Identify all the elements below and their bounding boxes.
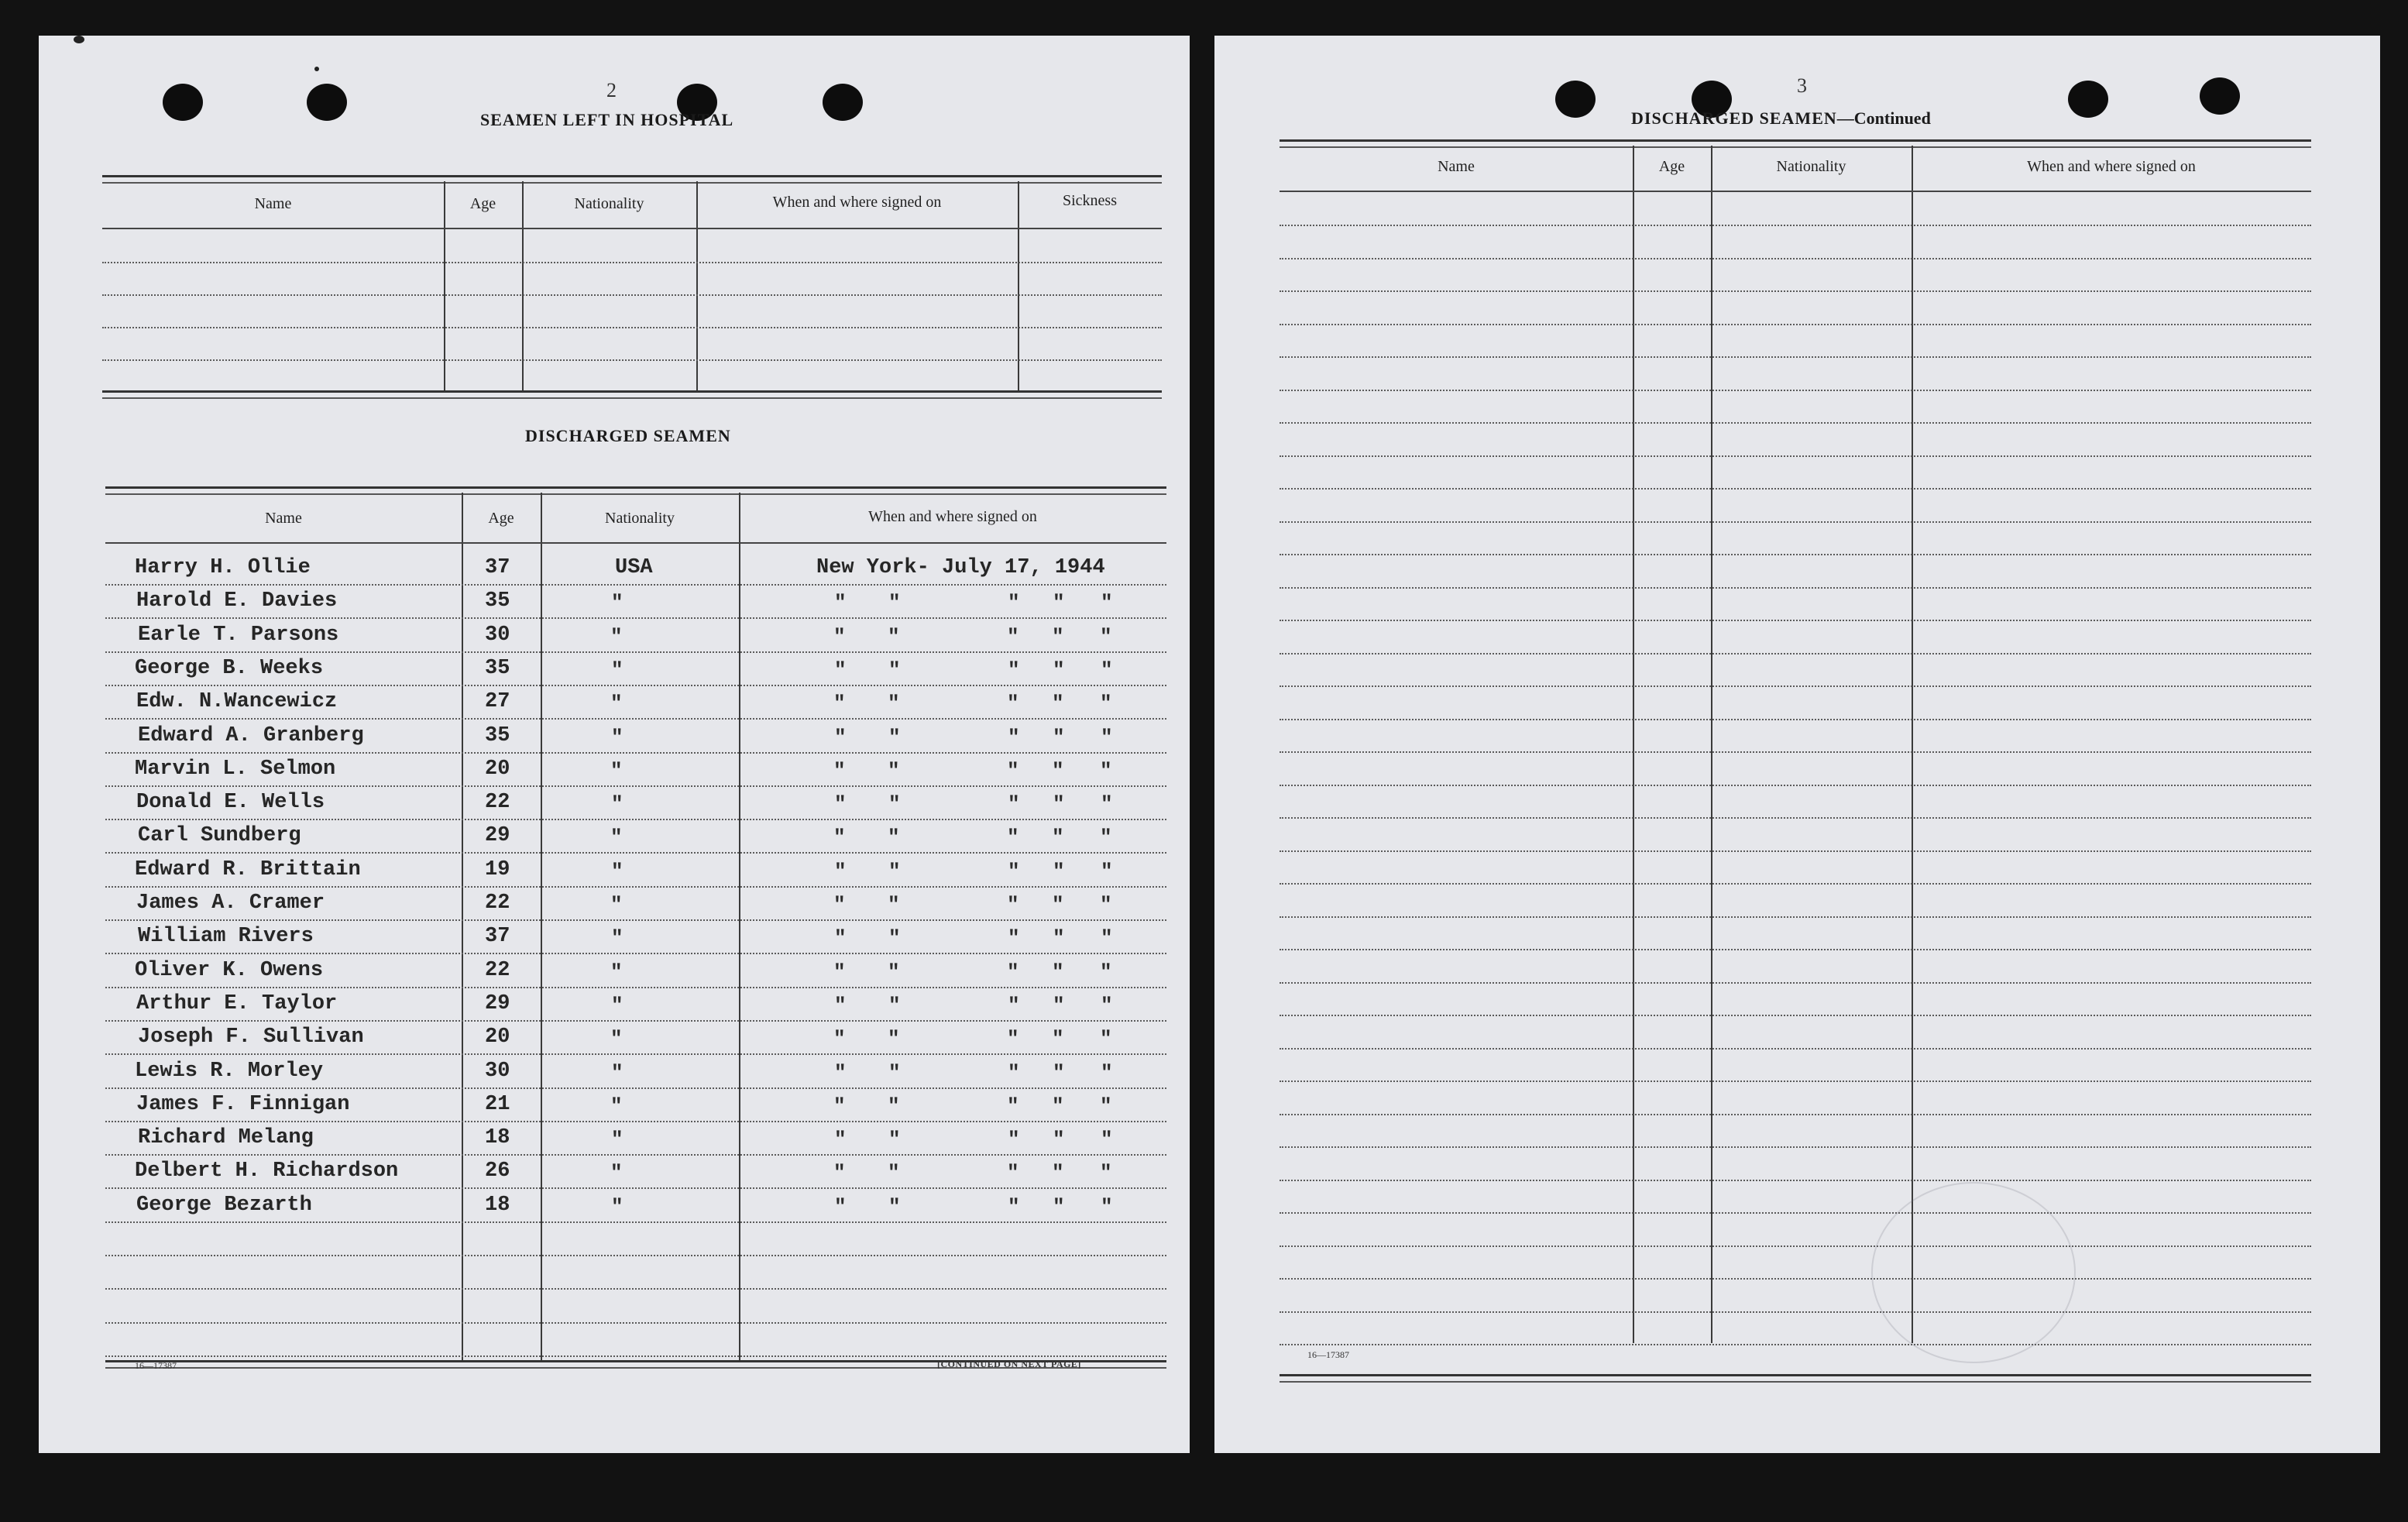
ditto-mark: " — [834, 591, 847, 615]
ditto-mark: " — [833, 692, 846, 716]
seaman-age: 19 — [485, 857, 510, 881]
row-rule — [105, 1087, 1166, 1089]
ditto-mark: " — [833, 1027, 846, 1051]
seaman-age: 35 — [485, 723, 510, 747]
ditto-mark: " — [1008, 591, 1020, 615]
ditto-mark: " — [833, 758, 846, 782]
row-rule — [105, 819, 1166, 820]
ditto-mark: " — [1053, 1194, 1065, 1218]
ditto-mark: " — [833, 960, 846, 984]
seaman-age: 18 — [485, 1126, 510, 1150]
ditto-mark: " — [834, 1194, 847, 1218]
column-header-signed-on: When and where signed on — [868, 508, 1037, 525]
ditto-mark: " — [888, 692, 900, 716]
column-header-age: Age — [1658, 158, 1685, 175]
row-rule — [1280, 1278, 2311, 1280]
discharged-seamen-table — [105, 454, 1166, 1399]
ditto-mark: " — [888, 926, 901, 950]
seaman-age: 26 — [485, 1160, 510, 1184]
ditto-mark: " — [1007, 624, 1019, 648]
punch-hole — [823, 84, 863, 121]
ditto-mark: " — [611, 993, 623, 1017]
ditto-mark: " — [888, 993, 901, 1017]
row-rule — [105, 919, 1166, 921]
ditto-mark: " — [1053, 658, 1065, 682]
row-rule — [105, 752, 1166, 754]
ditto-mark: " — [888, 960, 900, 984]
ditto-mark: " — [611, 658, 623, 682]
row-rule — [1280, 1015, 2311, 1016]
ditto-mark: " — [1052, 1027, 1064, 1051]
row-rule — [1280, 521, 2311, 523]
ditto-mark: " — [834, 993, 847, 1017]
row-rule — [105, 1288, 1166, 1290]
row-rule — [1280, 422, 2311, 424]
ditto-mark: " — [1101, 1194, 1113, 1218]
ink-speck — [74, 36, 84, 43]
discharged-seamen-continued-table — [1280, 132, 2311, 1386]
column-header-nationality: Nationality — [605, 510, 675, 527]
row-rule — [105, 617, 1166, 619]
seaman-age: 20 — [485, 1026, 510, 1050]
ditto-mark: " — [1008, 993, 1020, 1017]
seaman-name: James A. Cramer — [136, 892, 325, 915]
row-rule — [1280, 488, 2311, 490]
ditto-mark: " — [1007, 826, 1019, 850]
seaman-age: 18 — [485, 1193, 510, 1217]
ditto-mark: " — [888, 1128, 901, 1152]
row-rule — [1280, 620, 2311, 621]
column-header-name: Name — [1438, 158, 1475, 175]
column-header-signed-on: When and where signed on — [772, 194, 942, 211]
seaman-name: Harold E. Davies — [136, 589, 338, 613]
row-rule — [105, 1154, 1166, 1156]
seaman-age: 35 — [485, 589, 510, 613]
page-number: 3 — [1797, 74, 1807, 97]
ditto-mark: " — [1007, 1027, 1019, 1051]
row-rule — [105, 1355, 1166, 1357]
ditto-mark: " — [1007, 758, 1019, 782]
ditto-mark: " — [1053, 993, 1065, 1017]
ditto-mark: " — [1100, 624, 1112, 648]
ditto-mark: " — [610, 960, 623, 984]
ditto-mark: " — [833, 1094, 846, 1118]
ditto-mark: " — [610, 1027, 623, 1051]
row-rule — [105, 1020, 1166, 1022]
seaman-name: George B. Weeks — [135, 656, 324, 680]
row-rule — [1280, 785, 2311, 786]
ditto-mark: " — [888, 792, 901, 816]
row-rule — [1280, 1114, 2311, 1115]
ditto-mark: " — [611, 792, 623, 816]
ditto-mark: " — [1101, 993, 1113, 1017]
seaman-name: Lewis R. Morley — [135, 1059, 324, 1083]
seaman-name: Donald E. Wells — [136, 791, 325, 815]
seaman-name: Edward R. Brittain — [135, 857, 361, 881]
hospital-section-title: SEAMEN LEFT IN HOSPITAL — [480, 110, 734, 129]
continued-note: [CONTINUED ON NEXT PAGE] — [937, 1359, 1081, 1369]
ditto-mark: " — [1008, 859, 1020, 883]
row-rule — [1280, 916, 2311, 918]
ditto-mark: " — [1052, 1161, 1064, 1185]
ditto-mark: " — [611, 591, 623, 615]
punch-hole — [163, 84, 203, 121]
ditto-mark: " — [834, 926, 847, 950]
ditto-mark: " — [1052, 960, 1064, 984]
seaman-name: Edward A. Granberg — [138, 723, 364, 747]
row-rule — [105, 1221, 1166, 1223]
seaman-name: William Rivers — [138, 925, 314, 949]
ditto-mark: " — [888, 725, 901, 749]
ditto-mark: " — [1101, 725, 1113, 749]
row-rule — [105, 651, 1166, 653]
seaman-age: 30 — [485, 1059, 510, 1083]
row-rule — [1280, 751, 2311, 753]
hospital-table — [102, 136, 1162, 446]
ditto-mark: " — [1100, 826, 1112, 850]
seaman-name: Richard Melang — [138, 1126, 314, 1150]
ditto-mark: " — [611, 725, 623, 749]
seaman-name: Oliver K. Owens — [135, 958, 324, 982]
ditto-mark: " — [834, 658, 847, 682]
seaman-age: 20 — [485, 757, 510, 781]
column-header-name: Name — [265, 510, 302, 527]
ditto-mark: " — [610, 758, 623, 782]
ditto-mark: " — [1052, 692, 1064, 716]
ditto-mark: " — [1008, 1128, 1020, 1152]
ditto-mark: " — [610, 692, 623, 716]
seaman-name: Delbert H. Richardson — [135, 1160, 399, 1184]
column-header-sickness: Sickness — [1063, 192, 1117, 209]
row-rule — [1280, 883, 2311, 885]
row-rule — [105, 987, 1166, 988]
row-rule — [105, 1322, 1166, 1324]
ditto-mark: " — [1008, 926, 1020, 950]
ditto-mark: " — [1052, 624, 1064, 648]
row-rule — [105, 718, 1166, 720]
row-rule — [1280, 1146, 2311, 1148]
ditto-mark: " — [1007, 893, 1019, 916]
row-rule — [105, 886, 1166, 888]
row-rule — [1280, 685, 2311, 687]
ditto-mark: " — [1007, 960, 1019, 984]
row-rule — [105, 953, 1166, 954]
column-header-age: Age — [488, 510, 514, 527]
seaman-name: Carl Sundberg — [138, 824, 301, 848]
row-rule — [1280, 554, 2311, 555]
punch-hole — [2200, 77, 2240, 115]
ditto-mark: " — [834, 1060, 847, 1084]
row-rule — [1280, 258, 2311, 259]
seaman-age: 22 — [485, 958, 510, 982]
row-rule — [1280, 1048, 2311, 1050]
ditto-mark: " — [1100, 1027, 1112, 1051]
ditto-mark: " — [1100, 1094, 1112, 1118]
row-rule — [1280, 324, 2311, 325]
row-rule — [105, 1121, 1166, 1122]
right-form-page — [1214, 36, 2380, 1453]
ditto-mark: " — [1101, 591, 1113, 615]
ditto-mark: " — [834, 792, 847, 816]
ditto-mark: " — [1100, 692, 1112, 716]
seaman-age: 35 — [485, 656, 510, 680]
ditto-mark: " — [888, 1060, 901, 1084]
row-rule — [1280, 1344, 2311, 1345]
row-rule — [1280, 850, 2311, 852]
page-number: 2 — [606, 79, 617, 101]
seaman-name: Earle T. Parsons — [138, 623, 339, 647]
ditto-mark: " — [610, 1161, 623, 1185]
ditto-mark: " — [1008, 658, 1020, 682]
ditto-mark: " — [1053, 1128, 1065, 1152]
ditto-mark: " — [888, 893, 900, 916]
seaman-age: 29 — [485, 824, 510, 848]
row-rule — [105, 852, 1166, 854]
row-rule — [1280, 390, 2311, 391]
column-header-nationality: Nationality — [574, 195, 644, 212]
ditto-mark: " — [833, 893, 846, 916]
ditto-mark: " — [610, 1094, 623, 1118]
ditto-mark: " — [888, 758, 900, 782]
ditto-mark: " — [1053, 792, 1065, 816]
page-title — [1631, 108, 1931, 129]
ditto-mark: " — [1101, 1060, 1113, 1084]
ditto-mark: " — [1101, 1128, 1113, 1152]
ditto-mark: " — [611, 926, 623, 950]
punch-hole — [307, 84, 347, 121]
row-rule — [1280, 982, 2311, 984]
ditto-mark: " — [1007, 1161, 1019, 1185]
seaman-nationality: USA — [615, 556, 653, 579]
ditto-mark: " — [610, 826, 623, 850]
row-rule — [1280, 587, 2311, 589]
ditto-mark: " — [1100, 758, 1112, 782]
left-form-page — [39, 36, 1190, 1453]
ditto-mark: " — [1101, 792, 1113, 816]
ditto-mark: " — [610, 893, 623, 916]
ditto-mark: " — [1008, 725, 1020, 749]
ditto-mark: " — [888, 1027, 900, 1051]
row-rule — [1280, 1212, 2311, 1214]
ditto-mark: " — [1052, 826, 1064, 850]
ink-speck — [314, 67, 319, 71]
ditto-mark: " — [834, 859, 847, 883]
ditto-mark: " — [1053, 1060, 1065, 1084]
ditto-mark: " — [888, 591, 901, 615]
seaman-name: James F. Finnigan — [136, 1092, 350, 1116]
ditto-mark: " — [1008, 792, 1020, 816]
ditto-mark: " — [1008, 1194, 1020, 1218]
ditto-mark: " — [610, 624, 623, 648]
ditto-mark: " — [1100, 893, 1112, 916]
seaman-age: 21 — [485, 1092, 510, 1116]
seaman-name: Marvin L. Selmon — [135, 757, 336, 781]
seaman-name: Arthur E. Taylor — [136, 991, 338, 1015]
ditto-mark: " — [834, 1128, 847, 1152]
column-header-age: Age — [469, 195, 496, 212]
seaman-name: George Bezarth — [136, 1193, 312, 1217]
row-rule — [1280, 356, 2311, 358]
seaman-age: 22 — [485, 791, 510, 815]
ditto-mark: " — [1007, 692, 1019, 716]
row-rule — [1280, 817, 2311, 819]
row-rule — [1280, 719, 2311, 720]
row-rule — [1280, 653, 2311, 654]
ditto-mark: " — [888, 1094, 900, 1118]
form-code: 16—17387 — [1307, 1349, 1349, 1360]
discharged-section-title: DISCHARGED SEAMEN — [525, 426, 731, 445]
ditto-mark: " — [833, 624, 846, 648]
page-title-main: DISCHARGED SEAMEN — [1631, 108, 1837, 128]
ditto-mark: " — [888, 826, 900, 850]
ditto-mark: " — [1052, 1094, 1064, 1118]
ditto-mark: " — [1101, 658, 1113, 682]
row-rule — [105, 685, 1166, 686]
ditto-mark: " — [888, 1161, 900, 1185]
ditto-mark: " — [888, 624, 900, 648]
ditto-mark: " — [1052, 893, 1064, 916]
column-header-name: Name — [254, 195, 292, 212]
ditto-mark: " — [1008, 1060, 1020, 1084]
ditto-mark: " — [888, 1194, 901, 1218]
row-rule — [1280, 1311, 2311, 1313]
row-rule — [1280, 225, 2311, 226]
seaman-name: Joseph F. Sullivan — [138, 1026, 364, 1050]
seaman-name: Edw. N.Wancewicz — [136, 690, 338, 714]
row-rule — [1280, 1180, 2311, 1181]
ditto-mark: " — [611, 859, 623, 883]
row-rule — [105, 1187, 1166, 1189]
seaman-name: Harry H. Ollie — [135, 556, 311, 579]
row-rule — [105, 584, 1166, 586]
ditto-mark: " — [1053, 591, 1065, 615]
ditto-mark: " — [834, 725, 847, 749]
row-rule — [105, 1255, 1166, 1256]
row-rule — [105, 785, 1166, 787]
form-code: 16—17387 — [135, 1360, 177, 1371]
row-rule — [1280, 290, 2311, 292]
column-header-nationality: Nationality — [1776, 158, 1846, 175]
seaman-age: 29 — [485, 991, 510, 1015]
row-rule — [1280, 949, 2311, 950]
ditto-mark: " — [611, 1128, 623, 1152]
ditto-mark: " — [1100, 1161, 1112, 1185]
ditto-mark: " — [611, 1060, 623, 1084]
seaman-signed-on: New York- July 17, 1944 — [816, 556, 1105, 579]
ditto-mark: " — [833, 1161, 846, 1185]
faint-stamp — [1871, 1182, 2076, 1363]
seaman-age: 30 — [485, 623, 510, 647]
ditto-mark: " — [1053, 926, 1065, 950]
ditto-mark: " — [888, 658, 901, 682]
row-rule — [105, 1053, 1166, 1055]
row-rule — [1280, 1081, 2311, 1082]
ditto-mark: " — [1101, 926, 1113, 950]
column-header-signed-on: When and where signed on — [2027, 158, 2196, 175]
ditto-mark: " — [1053, 725, 1065, 749]
seaman-age: 37 — [485, 925, 510, 949]
ditto-mark: " — [1053, 859, 1065, 883]
ditto-mark: " — [1100, 960, 1112, 984]
punch-hole — [2068, 81, 2108, 118]
punch-hole — [1555, 81, 1596, 118]
page-title-suffix: —Continued — [1836, 108, 1931, 128]
ditto-mark: " — [1101, 859, 1113, 883]
seaman-age: 37 — [485, 556, 510, 579]
ditto-mark: " — [1052, 758, 1064, 782]
ditto-mark: " — [833, 826, 846, 850]
ditto-mark: " — [1007, 1094, 1019, 1118]
row-rule — [1280, 1245, 2311, 1247]
ditto-mark: " — [611, 1194, 623, 1218]
row-rule — [1280, 455, 2311, 457]
seaman-age: 22 — [485, 892, 510, 915]
seaman-age: 27 — [485, 690, 510, 714]
ditto-mark: " — [888, 859, 901, 883]
